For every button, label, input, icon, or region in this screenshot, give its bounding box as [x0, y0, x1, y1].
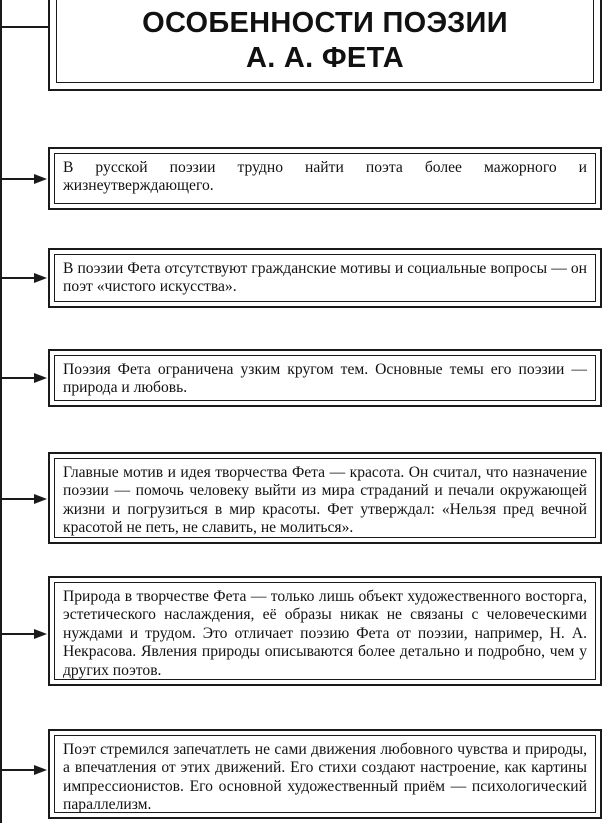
item-card-3	[48, 349, 602, 407]
item-card-1	[48, 147, 602, 210]
title-box	[48, 0, 602, 91]
item-card-inner	[54, 582, 596, 680]
item-card-5	[48, 576, 602, 686]
arrow-icon	[0, 271, 48, 285]
page-title-line-2: А. А. ФЕТА	[245, 42, 405, 74]
title-inner-frame	[56, 0, 594, 83]
item-text: Поэт стремился запечатлеть не сами движения любовного чувства и природы, а впечатления от этих движений. Его стихи создают настроение, как картины импрессионистов. Его основной художественный приём — психологический параллелизм.	[63, 741, 587, 814]
item-card-inner	[54, 735, 596, 813]
item-text: В русской поэзии трудно найти поэта более мажорного и жизнеутверждающего.	[63, 159, 587, 195]
arrow-icon	[0, 371, 48, 385]
item-text: Поэзия Фета ограничена узким кругом тем. Основные темы его поэзии — природа и любовь.	[63, 361, 587, 397]
item-text: Главные мотив и идея творчества Фета — красота. Он считал, что назначение поэзии — помочь человеку выйти из мира страданий и печали окружающей жизни и погрузиться в мир красоты. Фет утверждал: «Нельзя пред вечной красотой не петь, не славить, не молиться».	[63, 464, 587, 537]
title-connector-line	[0, 26, 48, 28]
item-card-4	[48, 452, 602, 544]
item-card-inner	[54, 355, 596, 401]
arrow-icon	[0, 172, 48, 186]
item-text: В поэзии Фета отсутствуют гражданские мотивы и социальные вопросы — он поэт «чистого искусства».	[63, 260, 587, 296]
item-text: Природа в творчестве Фета — только лишь объект художественного восторга, эстетического наслаждения, её образы никак не связаны с человеческими нуждами и трудом. Это отличает поэзию Фета от поэзии, например, Н. А. Некрасова. Явления природы описываются более детально и подробно, чем у других поэтов.	[63, 588, 587, 679]
arrow-icon	[0, 627, 48, 641]
item-card-inner	[54, 254, 596, 302]
item-card-6	[48, 729, 602, 819]
item-card-inner	[54, 458, 596, 538]
item-card-2	[48, 248, 602, 308]
page-title-line-1: ОСОБЕННОСТИ ПОЭЗИИ	[142, 7, 508, 39]
arrow-icon	[0, 763, 48, 777]
connector-spine	[0, 0, 2, 823]
item-card-inner	[54, 153, 596, 204]
arrow-icon	[0, 492, 48, 506]
